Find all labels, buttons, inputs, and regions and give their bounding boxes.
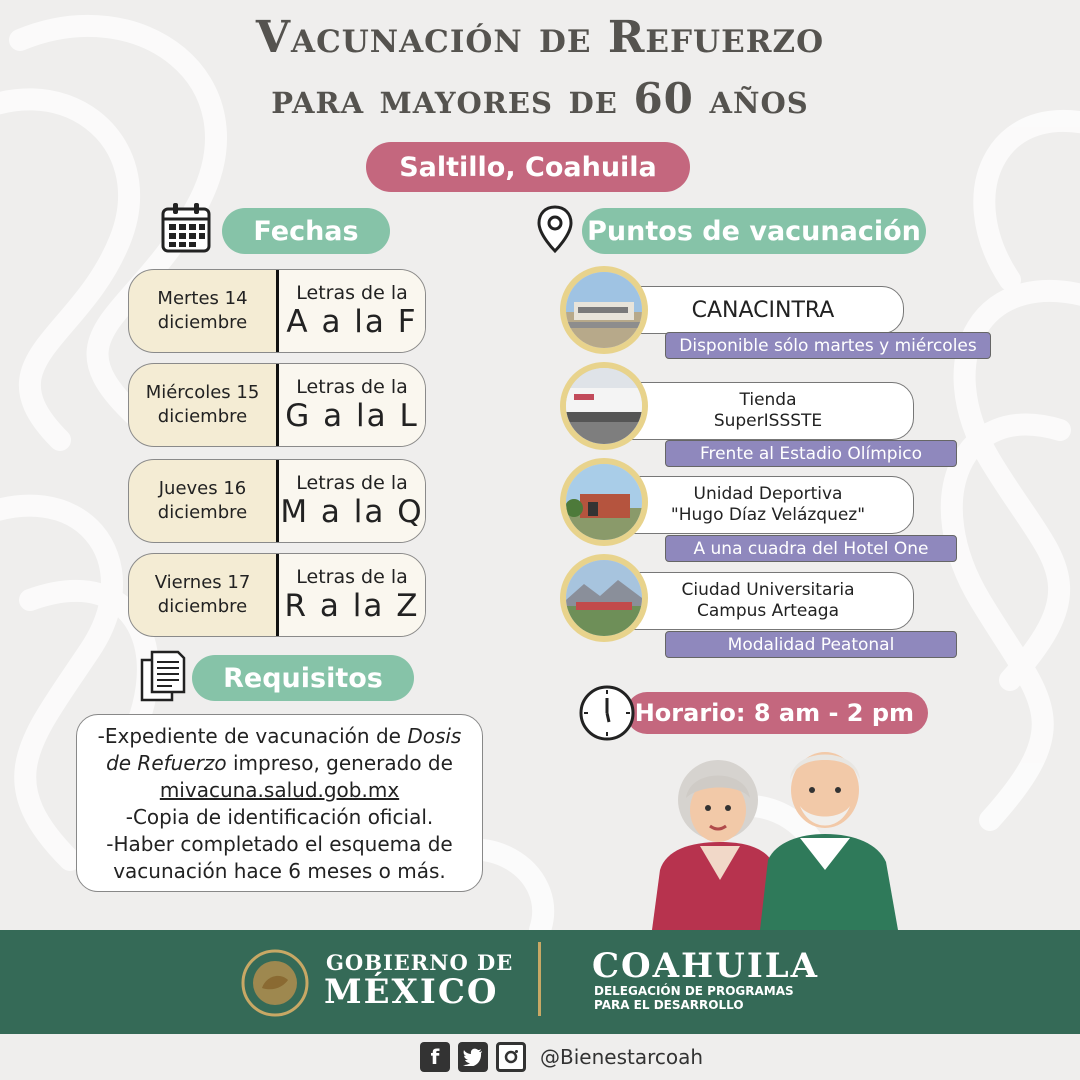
location-pin-icon [536,204,574,254]
gobierno-line1: GOBIERNO DE [326,950,514,975]
date-day: Viernes 17 [154,572,251,593]
location-photo-1 [560,266,648,354]
location-note-1: Disponible sólo martes y miércoles [665,332,991,359]
location-name-1 [622,286,904,334]
date-day: Miércoles 15 [145,382,260,403]
footer-divider [538,942,541,1016]
req-line2b: impreso, generado de [226,751,453,775]
page-subtitle: para mayores de 60 años [271,74,809,123]
letters-range: G a la L [285,398,419,434]
instagram-icon[interactable] [496,1042,526,1072]
letters-range: R a la Z [284,588,420,624]
location-name-3 [622,476,914,534]
date-day: Jueves 16 [158,478,247,499]
req-line4: -Haber completado el esquema de [106,832,453,856]
req-line2a: de Refuerzo [106,751,227,775]
letters-range: A a la F [286,304,418,340]
location-note-4: Modalidad Peatonal [665,631,957,658]
location-name-2 [622,382,914,440]
facebook-icon[interactable]: f [420,1042,450,1072]
date-month: diciembre [157,502,248,523]
location-note-3: A una cuadra del Hotel One [665,535,957,562]
mivacuna-link[interactable]: mivacuna.salud.gob.mx [159,778,400,802]
social-bar [420,1042,703,1072]
social-handle[interactable]: @Bienestarcoah [540,1045,704,1069]
clock-icon [578,684,636,742]
location-name-line2: SuperISSSTE [713,411,823,431]
twitter-icon[interactable] [458,1042,488,1072]
req-line5: vacunación hace 6 meses o más. [113,859,446,883]
city-badge: Saltillo, Coahuila [366,142,690,192]
location-name-line1: Tienda [739,390,797,410]
coahuila-title: COAHUILA [592,946,820,986]
delegacion-text [594,984,794,1012]
horario-badge: Horario: 8 am - 2 pm [626,692,928,734]
document-icon [140,650,186,702]
letters-label: Letras de la [296,566,408,588]
seniors-illustration [640,750,920,930]
date-month: diciembre [157,596,248,617]
location-name-line2: "Hugo Díaz Velázquez" [670,505,866,525]
date-card-2 [128,363,426,447]
location-name-line1: CANACINTRA [691,297,835,323]
location-note-2: Frente al Estadio Olímpico [665,440,957,467]
location-name-line2: Campus Arteaga [696,601,840,621]
date-month: diciembre [157,312,248,333]
letters-label: Letras de la [296,282,408,304]
gobierno-line2: MÉXICO [324,972,499,1012]
mexico-seal-icon [240,948,310,1018]
location-photo-3 [560,458,648,546]
date-card-1 [128,269,426,353]
date-card-4 [128,553,426,637]
location-name-line1: Unidad Deportiva [693,484,843,504]
req-line1a: -Expediente de vacunación de [97,724,408,748]
requisitos-box [76,714,483,892]
date-card-3 [128,459,426,543]
puntos-label: Puntos de vacunación [582,208,926,254]
delegacion-line1: DELEGACIÓN DE PROGRAMAS [594,984,794,998]
location-name-line1: Ciudad Universitaria [681,580,855,600]
letters-label: Letras de la [296,472,408,494]
requisitos-label: Requisitos [192,655,414,701]
date-day: Mertes 14 [157,288,248,309]
delegacion-line2: PARA EL DESARROLLO [594,998,744,1012]
letters-range: M a la Q [280,494,424,530]
fechas-label: Fechas [222,208,390,254]
req-line1b: Dosis [407,724,462,748]
location-photo-4 [560,554,648,642]
location-name-4 [622,572,914,630]
req-line3: -Copia de identificación oficial. [125,805,434,829]
calendar-icon [160,202,212,254]
date-month: diciembre [157,406,248,427]
letters-label: Letras de la [296,376,408,398]
page-title: Vacunación de Refuerzo [255,12,825,63]
location-photo-2 [560,362,648,450]
